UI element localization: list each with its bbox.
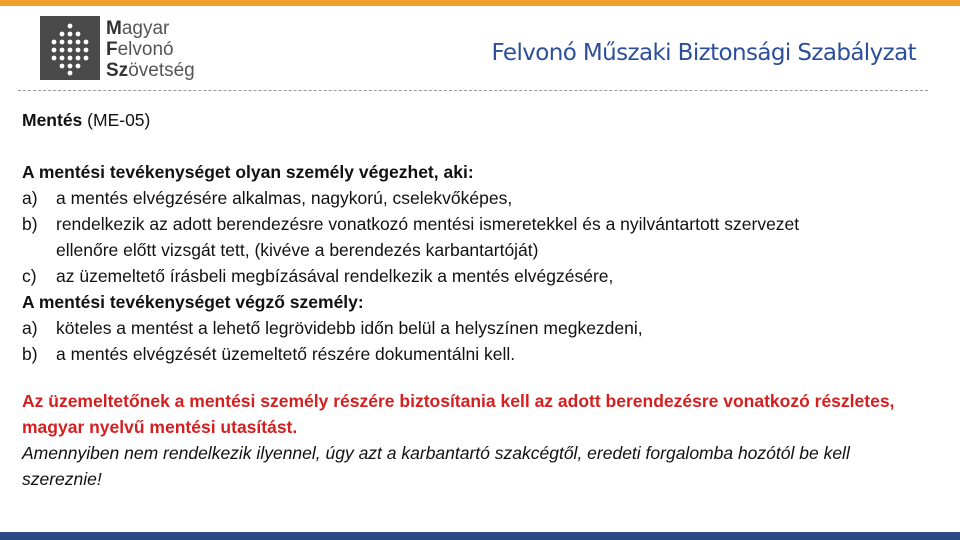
- top-accent-bar: [0, 0, 960, 6]
- list-item: b) a mentés elvégzését üzemeltető részére dokumentálni kell.: [22, 344, 516, 364]
- header-divider: [18, 90, 928, 91]
- logo-wordmark: [106, 18, 195, 81]
- logo-line-2: Felvonó: [106, 39, 174, 60]
- logo-line-3: Szövetség: [106, 60, 195, 81]
- section1-intro: A mentési tevékenységet olyan személy végezhet, aki:: [22, 162, 474, 182]
- list-item: a) a mentés elvégzésére alkalmas, nagykorú, cselekvőképes,: [22, 188, 513, 208]
- list-item: a) köteles a mentést a lehető legrövidebb időn belül a helyszínen megkezdeni,: [22, 318, 643, 338]
- section2-intro: A mentési tevékenységet végző személy:: [22, 292, 364, 312]
- page-title: Felvonó Műszaki Biztonsági Szabályzat: [491, 40, 916, 66]
- logo-line-1: Magyar: [106, 18, 170, 39]
- slide-content: [22, 107, 932, 492]
- logo: [40, 16, 210, 86]
- bottom-accent-bar: [0, 532, 960, 540]
- warning-notice: Az üzemeltetőnek a mentési személy részére biztosítania kell az adott berendezésre vonatkozó részletes, magyar nyelvű mentési utasítást.: [22, 391, 895, 437]
- logo-dots-icon: [40, 16, 100, 80]
- list-item: c) az üzemeltető írásbeli megbízásával rendelkezik a mentés elvégzésére,: [22, 266, 614, 286]
- section-heading: Mentés (ME-05): [22, 110, 151, 130]
- italic-note: Amennyiben nem rendelkezik ilyennel, úgy azt a karbantartó szakcégtől, eredeti forgalomba hozótól be kell szereznie!: [22, 443, 850, 489]
- list-item: b) rendelkezik az adott berendezésre vonatkozó mentési ismeretekkel és a nyilvántartott szervezet ellenőre előtt vizsgát tett, (kivéve a berendezés karbantartóját): [22, 214, 800, 260]
